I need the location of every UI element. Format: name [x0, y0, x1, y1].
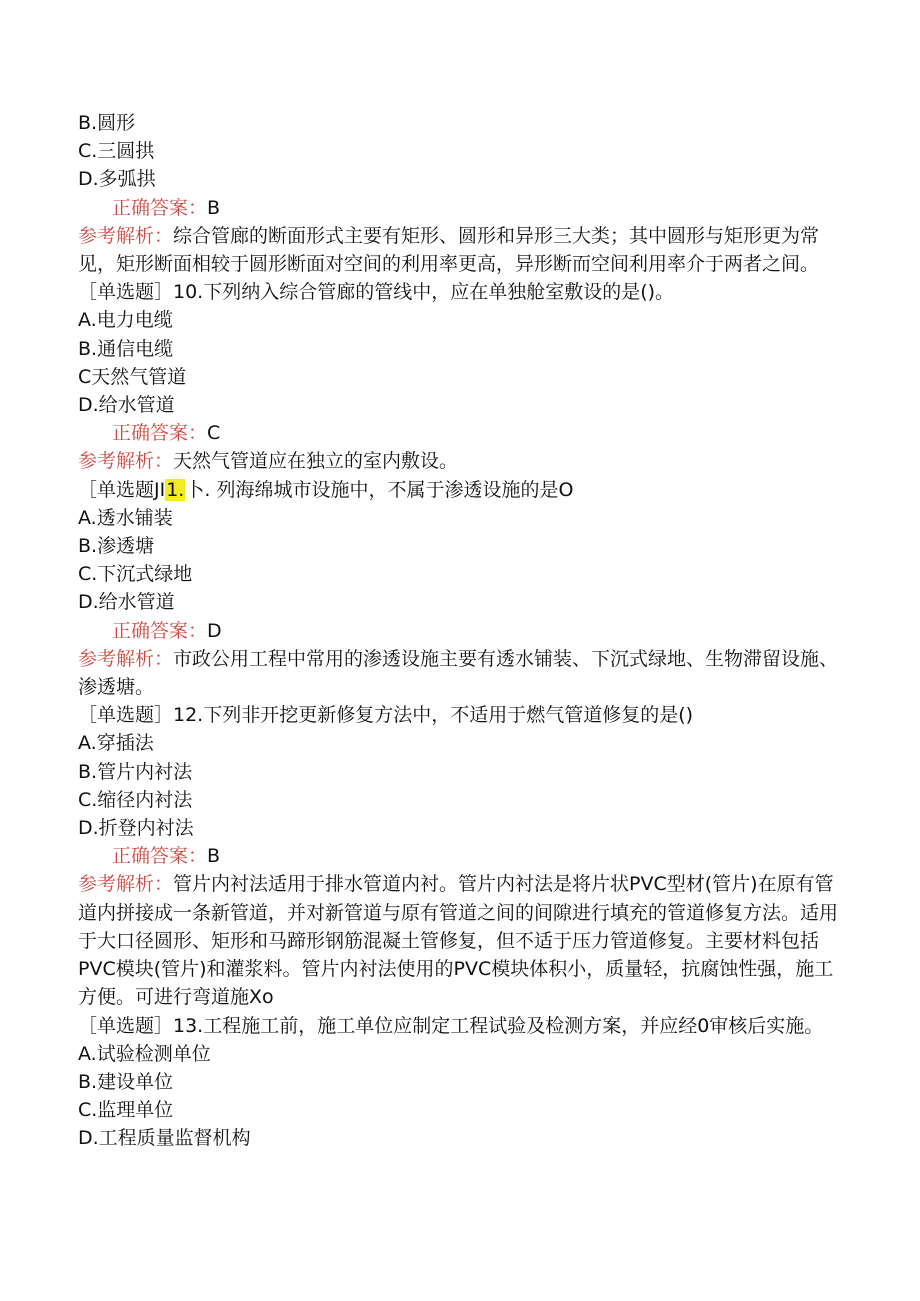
answer-option: C.缩径内衬法 [78, 788, 193, 811]
analysis [78, 870, 848, 1011]
answer-option: A.透水铺装 [78, 506, 173, 529]
answer-option: D.给水管道 [78, 394, 175, 417]
analysis-label: 参考解析： [78, 647, 174, 670]
answer-option: C.监理单位 [78, 1099, 174, 1122]
correct-answer-label: 正确答案： [112, 422, 208, 445]
highlighted-number: 1. [166, 478, 185, 501]
answer-option: B.通信电缆 [78, 337, 174, 360]
analysis-label: 参考解析： [78, 450, 174, 473]
answer-option: B.渗透塘 [78, 535, 155, 558]
answer-option: A.电力电缆 [78, 309, 173, 332]
analysis-label: 参考解析： [78, 873, 174, 896]
question-text: ［单选题］13.工程施工前，施工单位应制定工程试验及检测方案，并应经0审核后实施。 [78, 1014, 824, 1037]
correct-answer-label: 正确答案： [112, 619, 208, 642]
answer-option: B.管片内衬法 [78, 760, 193, 783]
answer-option: A.穿插法 [78, 732, 154, 755]
answer-option: C天然气管道 [78, 365, 187, 388]
correct-answer-value: D [207, 619, 222, 642]
answer-option: D.给水管道 [78, 591, 175, 614]
answer-option: D.多弧拱 [78, 168, 156, 191]
correct-answer [78, 419, 848, 447]
question-text: ［单选题］10.下列纳入综合管廊的管线中，应在单独舱室敷设的是()。 [78, 281, 675, 304]
analysis-text: 天然气管道应在独立的室内敷设。 [173, 450, 459, 473]
correct-answer [78, 842, 848, 870]
answer-option: C.三圆拱 [78, 140, 155, 163]
correct-answer-label: 正确答案： [112, 845, 208, 868]
answer-option: D.工程质量监督机构 [78, 1127, 251, 1150]
analysis-text: 综合管廊的断面形式主要有矩形、圆形和异形三大类；其中圆形与矩形更为常见，矩形断面相较于圆形断面对空间的利用率更高，异形断而空间利用率介于两者之间。 [78, 224, 820, 276]
question-list [78, 109, 848, 1153]
question-body: 卜. 列海绵城市设施中，不属于渗透设施的是O [185, 478, 574, 501]
correct-answer-value: B [207, 196, 221, 219]
analysis [78, 222, 848, 278]
correct-answer [78, 617, 848, 645]
correct-answer-label: 正确答案： [112, 196, 208, 219]
question-prefix: ［单选题JI [78, 478, 166, 501]
analysis [78, 645, 848, 701]
correct-answer-value: C [207, 422, 221, 445]
answer-option: B.圆形 [78, 112, 136, 134]
analysis-text: 管片内衬法适用于排水管道内衬。管片内衬法是将片状PVC型材(管片)在原有管道内拼接成一条新管道，并对新管道与原有管道之间的间隙进行填充的管道修复方法。适用于大口径圆形、矩形和马蹄形钢筋混凝土管修复，但不适于压力管道修复。主要材料包括PVC模块(管片)和灌浆料。管片内衬法使用的PVC模块体积小，质量轻，抗腐蚀性强，施工方便。可进行弯道施Xo [78, 873, 839, 1009]
correct-answer-value: B [207, 845, 221, 868]
correct-answer [78, 194, 848, 222]
question-text [78, 476, 848, 504]
answer-option: B.建设单位 [78, 1070, 174, 1093]
analysis [78, 447, 848, 475]
question-text: ［单选题］12.下列非开挖更新修复方法中，不适用于燃气管道修复的是() [78, 704, 694, 727]
answer-option: D.折登内衬法 [78, 817, 194, 840]
answer-option: C.下沉式绿地 [78, 563, 193, 586]
answer-option: A.试验检测单位 [78, 1042, 211, 1065]
analysis-text: 市政公用工程中常用的渗透设施主要有透水铺装、下沉式绿地、生物滞留设施、渗透塘。 [78, 647, 839, 699]
analysis-label: 参考解析： [78, 224, 174, 247]
